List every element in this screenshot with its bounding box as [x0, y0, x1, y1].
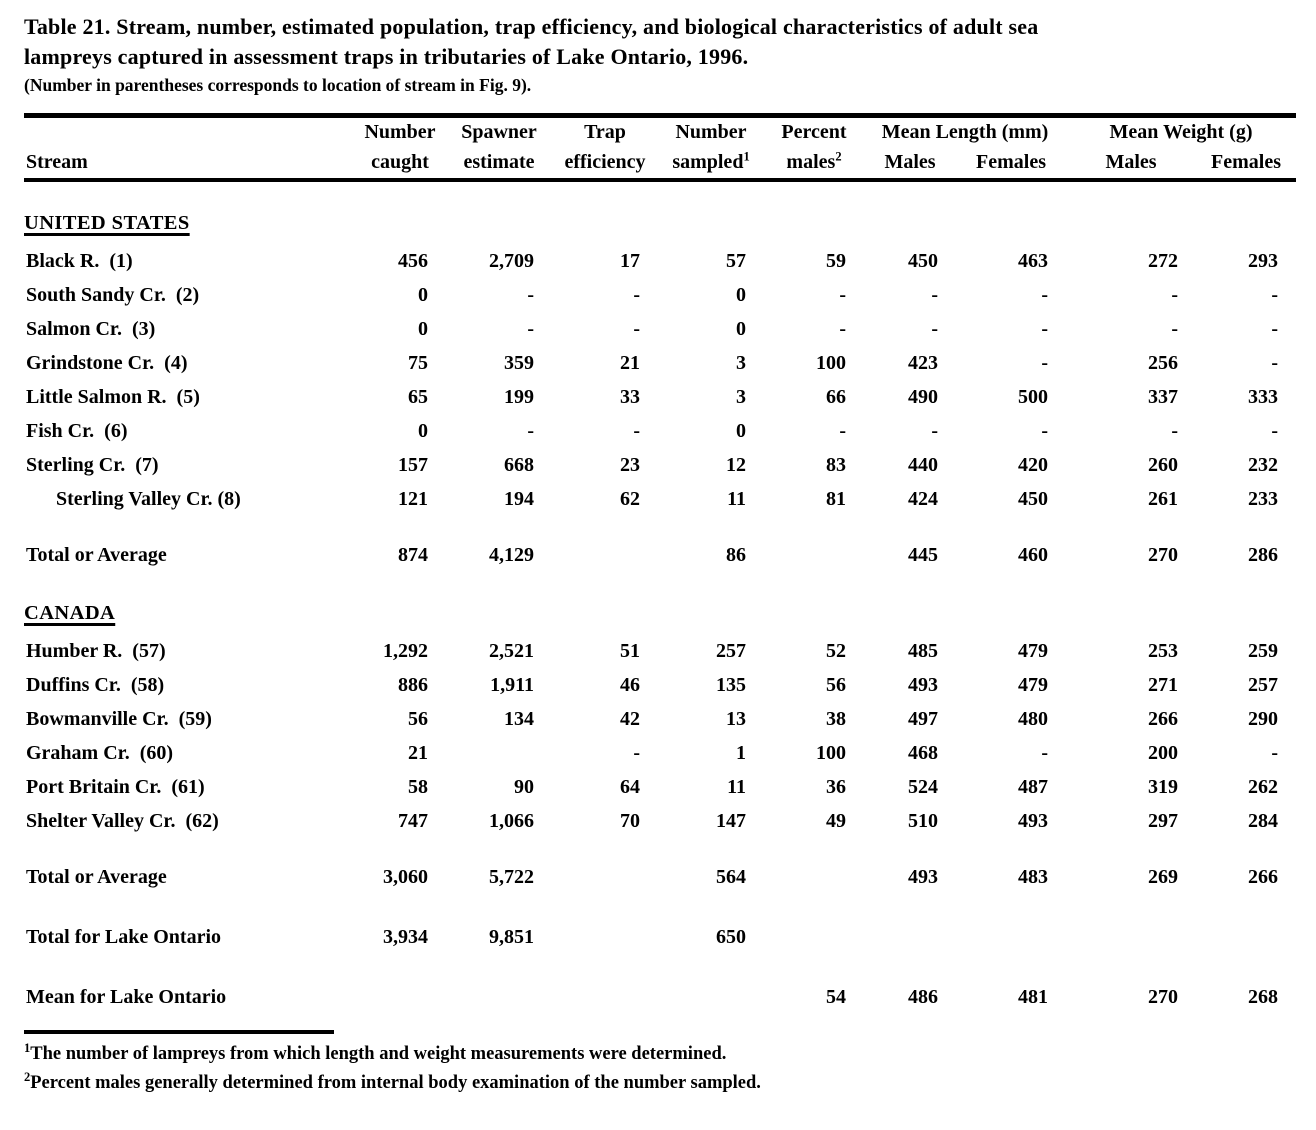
- cell: 200: [1148, 742, 1179, 764]
- stream-name: Grindstone Cr. (4): [26, 352, 188, 374]
- cell: 500: [1018, 386, 1049, 408]
- cell: 493: [908, 674, 938, 696]
- table-row: [24, 414, 1296, 448]
- cell: 284: [1248, 810, 1279, 832]
- cell: -: [931, 318, 938, 340]
- cell: 0: [736, 318, 746, 340]
- cell: -: [1171, 284, 1179, 306]
- footnote-2-marker: 2: [24, 1069, 31, 1084]
- table-row: [24, 894, 1296, 954]
- cell: 337: [1148, 386, 1179, 408]
- cell: 81: [826, 488, 846, 510]
- cell: -: [1271, 284, 1279, 306]
- section-row: [24, 180, 1296, 244]
- table-row: [24, 448, 1296, 482]
- cell: 479: [1018, 674, 1049, 696]
- col-header-number-caught-l2: caught: [354, 148, 446, 180]
- col-header-spawner-estimate-l1: Spawner: [461, 121, 537, 143]
- cell: [764, 894, 864, 954]
- cell: 269: [1148, 866, 1179, 888]
- stream-name: Shelter Valley Cr. (62): [26, 810, 219, 832]
- cell: 747: [398, 810, 428, 832]
- table-title: [24, 12, 1294, 97]
- cell: 493: [1018, 810, 1049, 832]
- cell: 54: [826, 986, 846, 1008]
- cell: 147: [716, 810, 746, 832]
- cell: 253: [1148, 640, 1179, 662]
- col-header-weight-females: Females: [1196, 148, 1296, 180]
- cell: 483: [1018, 866, 1049, 888]
- cell: 886: [398, 674, 428, 696]
- cell: 56: [408, 708, 428, 730]
- col-group-mean-weight: Mean Weight (g): [1109, 121, 1253, 143]
- title-line-1: Table 21. Stream, number, estimated population, trap efficiency, and biological characteristics of adult sea: [24, 14, 1039, 39]
- footnote-separator-rule: [24, 1030, 334, 1034]
- cell: 420: [1018, 454, 1049, 476]
- cell: 134: [504, 708, 534, 730]
- cell: -: [1271, 318, 1279, 340]
- cell: 479: [1018, 640, 1049, 662]
- cell: 286: [1248, 544, 1279, 566]
- header-row-bottom: [24, 148, 1296, 180]
- footnote-ref-1: 1: [743, 149, 750, 164]
- cell: 38: [826, 708, 846, 730]
- col-header-spawner-estimate-l2: estimate: [446, 148, 552, 180]
- table-row: [24, 516, 1296, 572]
- table-body: [24, 180, 1296, 1014]
- cell: 668: [504, 454, 534, 476]
- col-header-number-sampled-l1: Number: [675, 121, 747, 143]
- cell: 0: [418, 318, 428, 340]
- cell: 57: [726, 250, 746, 272]
- table-row: [24, 770, 1296, 804]
- cell: -: [527, 284, 534, 306]
- cell: -: [1271, 742, 1279, 764]
- cell: [354, 954, 446, 1014]
- cell: 135: [716, 674, 746, 696]
- cell: 46: [620, 674, 640, 696]
- col-header-weight-males: Males: [1066, 148, 1196, 180]
- cell: 481: [1018, 986, 1049, 1008]
- table-row: [24, 380, 1296, 414]
- stream-name: Humber R. (57): [26, 640, 166, 662]
- stream-name: Black R. (1): [26, 250, 133, 272]
- col-header-number-caught-l1: Number: [364, 121, 436, 143]
- footnote-1-marker: 1: [24, 1040, 31, 1055]
- cell: 70: [620, 810, 640, 832]
- cell: 12: [726, 454, 746, 476]
- cell: [552, 838, 658, 894]
- cell: 460: [1018, 544, 1049, 566]
- cell: 56: [826, 674, 846, 696]
- cell: [552, 954, 658, 1014]
- cell: 194: [504, 488, 534, 510]
- cell: 359: [504, 352, 534, 374]
- stream-name: Total or Average: [26, 866, 167, 888]
- cell: -: [1271, 420, 1279, 442]
- cell: 3,934: [383, 926, 428, 948]
- cell: 2,709: [489, 250, 534, 272]
- cell: 259: [1248, 640, 1279, 662]
- cell: [864, 894, 956, 954]
- cell: 266: [1248, 866, 1279, 888]
- cell: 0: [418, 284, 428, 306]
- cell: [658, 954, 764, 1014]
- col-header-trap-efficiency-l2: efficiency: [552, 148, 658, 180]
- cell: 23: [620, 454, 640, 476]
- cell: -: [633, 284, 640, 306]
- cell: -: [1171, 420, 1179, 442]
- cell: 52: [826, 640, 846, 662]
- cell: -: [931, 284, 938, 306]
- cell: 62: [620, 488, 640, 510]
- cell: 290: [1248, 708, 1279, 730]
- cell: 3: [736, 386, 746, 408]
- cell: 100: [816, 352, 846, 374]
- cell: -: [1041, 284, 1049, 306]
- table-row: [24, 702, 1296, 736]
- cell: 75: [408, 352, 428, 374]
- cell: 36: [826, 776, 846, 798]
- cell: 268: [1248, 986, 1279, 1008]
- cell: 468: [908, 742, 938, 764]
- cell: -: [1171, 318, 1179, 340]
- cell: 0: [418, 420, 428, 442]
- cell: 271: [1148, 674, 1179, 696]
- cell: 463: [1018, 250, 1049, 272]
- cell: 42: [620, 708, 640, 730]
- cell: 297: [1148, 810, 1179, 832]
- cell: -: [1041, 420, 1049, 442]
- cell: 232: [1248, 454, 1279, 476]
- table-row: [24, 346, 1296, 380]
- stream-name: Little Salmon R. (5): [26, 386, 200, 408]
- cell: [1066, 894, 1196, 954]
- cell: 440: [908, 454, 938, 476]
- cell: 4,129: [489, 544, 534, 566]
- cell: [956, 894, 1066, 954]
- title-note: (Number in parentheses corresponds to location of stream in Fig. 9).: [24, 75, 532, 95]
- cell: 100: [816, 742, 846, 764]
- table-row: [24, 838, 1296, 894]
- cell: 564: [716, 866, 746, 888]
- stream-name: South Sandy Cr. (2): [26, 284, 200, 306]
- col-header-trap-efficiency-l1: Trap: [584, 121, 626, 143]
- cell: 1,066: [489, 810, 534, 832]
- table-row: [24, 312, 1296, 346]
- cell: -: [633, 420, 640, 442]
- stream-name: Bowmanville Cr. (59): [26, 708, 212, 730]
- col-header-number-sampled-l2: sampled$^1$: [658, 148, 764, 180]
- table-row: [24, 278, 1296, 312]
- col-header-length-males: Males: [864, 148, 956, 180]
- header-row-top: [24, 116, 1296, 149]
- cell: [764, 838, 864, 894]
- cell: 66: [826, 386, 846, 408]
- title-line-2: lampreys captured in assessment traps in tributaries of Lake Ontario, 1996.: [24, 44, 749, 69]
- section-heading: UNITED STATES: [24, 212, 190, 234]
- stream-header-spacer: [24, 116, 354, 149]
- cell: 83: [826, 454, 846, 476]
- cell: -: [1041, 352, 1049, 374]
- cell: 650: [716, 926, 746, 948]
- footnote-1-text: The number of lampreys from which length and weight measurements were determined.: [30, 1044, 727, 1064]
- stream-name: Mean for Lake Ontario: [26, 986, 227, 1008]
- cell: 270: [1148, 544, 1179, 566]
- cell: 1,911: [490, 674, 534, 696]
- cell: 3: [736, 352, 746, 374]
- cell: 485: [908, 640, 938, 662]
- cell: 121: [398, 488, 428, 510]
- table-row: [24, 668, 1296, 702]
- cell: 874: [398, 544, 428, 566]
- cell: 21: [620, 352, 640, 374]
- cell: 266: [1148, 708, 1179, 730]
- section-heading: CANADA: [24, 602, 116, 624]
- table-header: [24, 116, 1296, 181]
- cell: 9,851: [489, 926, 534, 948]
- cell: 524: [908, 776, 938, 798]
- cell: 487: [1018, 776, 1049, 798]
- cell: [552, 894, 658, 954]
- cell: 261: [1148, 488, 1179, 510]
- cell: 0: [736, 420, 746, 442]
- cell: 450: [1018, 488, 1049, 510]
- cell: -: [1041, 742, 1049, 764]
- footnote-2: [24, 1069, 1294, 1098]
- cell: -: [839, 420, 846, 442]
- cell: 456: [398, 250, 428, 272]
- col-header-percent-males-l1: Percent: [781, 121, 847, 143]
- footnote-2-text: Percent males generally determined from internal body examination of the number sampled.: [30, 1073, 761, 1093]
- cell: 51: [620, 640, 640, 662]
- cell: 293: [1248, 250, 1279, 272]
- cell: 262: [1248, 776, 1279, 798]
- cell: 0: [736, 284, 746, 306]
- cell: 90: [514, 776, 534, 798]
- cell: 424: [908, 488, 938, 510]
- col-header-length-females: Females: [956, 148, 1066, 180]
- cell: 423: [908, 352, 938, 374]
- cell: 272: [1148, 250, 1179, 272]
- cell: 21: [408, 742, 428, 764]
- cell: 17: [620, 250, 640, 272]
- cell: 490: [908, 386, 938, 408]
- cell: 2,521: [489, 640, 534, 662]
- cell: 11: [727, 488, 746, 510]
- cell: 199: [504, 386, 534, 408]
- cell: 1: [736, 742, 746, 764]
- table-row: [24, 736, 1296, 770]
- cell: [446, 954, 552, 1014]
- table-row: [24, 244, 1296, 278]
- footnote-ref-2: 2: [835, 149, 842, 164]
- cell: 157: [398, 454, 428, 476]
- cell: 11: [727, 776, 746, 798]
- cell: 33: [620, 386, 640, 408]
- cell: 59: [826, 250, 846, 272]
- cell: 5,722: [489, 866, 534, 888]
- cell: 64: [620, 776, 640, 798]
- cell: 493: [908, 866, 938, 888]
- cell: -: [1041, 318, 1049, 340]
- stream-name: Fish Cr. (6): [26, 420, 128, 442]
- stream-name: Duffins Cr. (58): [26, 674, 165, 696]
- cell: 1,292: [383, 640, 428, 662]
- stream-name: Sterling Valley Cr. (8): [56, 488, 241, 510]
- table-row: [24, 482, 1296, 516]
- lamprey-data-table: [24, 113, 1296, 1014]
- cell: 3,060: [383, 866, 428, 888]
- cell: 480: [1018, 708, 1049, 730]
- cell: 13: [726, 708, 746, 730]
- stream-name: Total for Lake Ontario: [26, 926, 222, 948]
- cell: 256: [1148, 352, 1179, 374]
- cell: -: [633, 318, 640, 340]
- cell: -: [527, 420, 534, 442]
- cell: -: [633, 742, 640, 764]
- cell: [552, 516, 658, 572]
- cell: [1196, 894, 1296, 954]
- cell: 270: [1148, 986, 1179, 1008]
- cell: [446, 736, 552, 770]
- cell: 497: [908, 708, 938, 730]
- cell: [764, 516, 864, 572]
- cell: 319: [1148, 776, 1179, 798]
- cell: -: [839, 284, 846, 306]
- section-row: [24, 572, 1296, 634]
- cell: 333: [1248, 386, 1279, 408]
- cell: -: [931, 420, 938, 442]
- table-row: [24, 804, 1296, 838]
- cell: 510: [908, 810, 938, 832]
- cell: 257: [1248, 674, 1279, 696]
- table-row: [24, 634, 1296, 668]
- cell: 450: [908, 250, 938, 272]
- cell: -: [839, 318, 846, 340]
- col-header-percent-males-l2: males$^2$: [764, 148, 864, 180]
- stream-name: Sterling Cr. (7): [26, 454, 159, 476]
- cell: 445: [908, 544, 938, 566]
- cell: -: [1271, 352, 1279, 374]
- footnote-1: [24, 1040, 1294, 1069]
- cell: 260: [1148, 454, 1179, 476]
- cell: 65: [408, 386, 428, 408]
- stream-name: Graham Cr. (60): [26, 742, 174, 764]
- cell: 486: [908, 986, 938, 1008]
- cell: -: [527, 318, 534, 340]
- cell: 86: [726, 544, 746, 566]
- cell: 58: [408, 776, 428, 798]
- cell: 49: [826, 810, 846, 832]
- stream-name: Salmon Cr. (3): [26, 318, 156, 340]
- table-row: [24, 954, 1296, 1014]
- stream-name: Port Britain Cr. (61): [26, 776, 205, 798]
- stream-name: Total or Average: [26, 544, 167, 566]
- cell: 257: [716, 640, 746, 662]
- col-group-mean-length: Mean Length (mm): [881, 121, 1049, 143]
- col-header-stream: Stream: [24, 148, 354, 180]
- cell: 233: [1248, 488, 1279, 510]
